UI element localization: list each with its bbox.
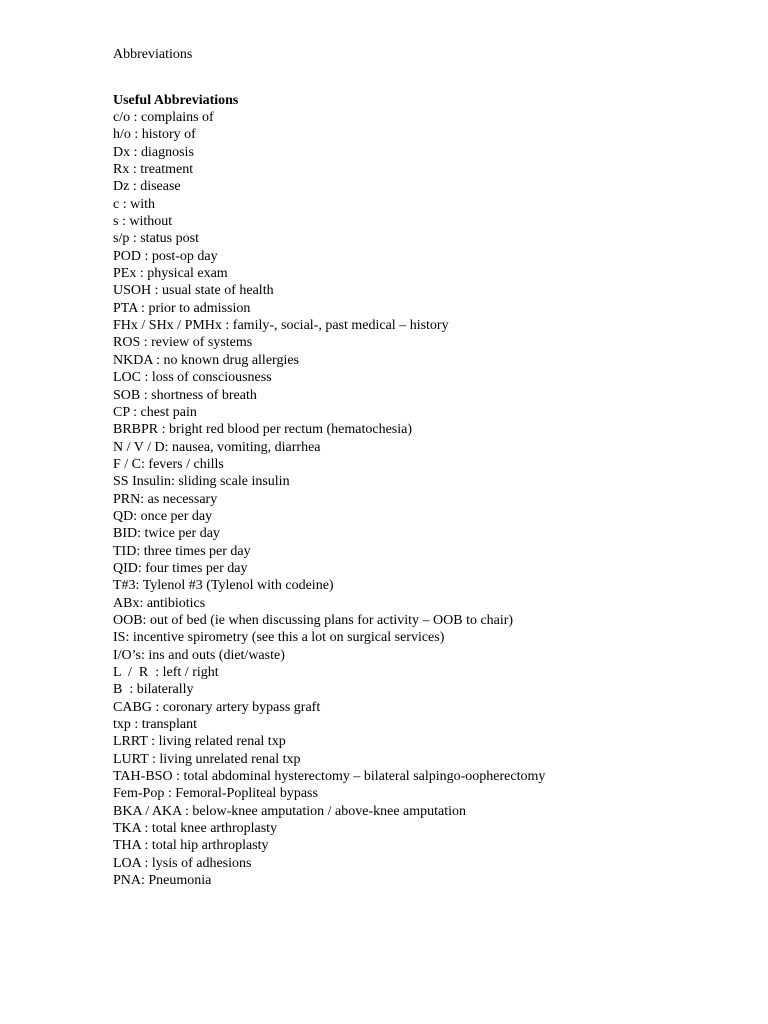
abbreviation-entry: c/o : complains of (113, 110, 214, 125)
abbreviation-entry: THA : total hip arthroplasty (113, 838, 269, 854)
abbreviation-entry: BKA / AKA : below-knee amputation / above-knee amputation (113, 803, 467, 819)
abbreviation-entry: ABx: antibiotics (113, 595, 206, 611)
abbreviation-list (113, 109, 753, 889)
abbreviation-entry: POD : post-op day (113, 248, 218, 264)
abbreviation-entry: BID: twice per day (113, 526, 220, 542)
abbreviation-entry: L / R : left / right (113, 665, 219, 680)
abbreviation-entry: SS Insulin: sliding scale insulin (113, 474, 290, 490)
abbreviation-entry: TID: three times per day (113, 543, 251, 559)
abbreviation-entry: CP : chest pain (113, 404, 197, 420)
abbreviation-entry: LURT : living unrelated renal txp (113, 751, 301, 767)
abbreviation-entry: QD: once per day (113, 508, 213, 524)
abbreviation-entry: NKDA : no known drug allergies (113, 352, 299, 368)
abbreviation-entry: Fem-Pop : Femoral-Popliteal bypass (113, 786, 318, 802)
abbreviation-entry: Dx : diagnosis (113, 144, 194, 160)
abbreviation-entry: I/O’s: ins and outs (diet/waste) (113, 647, 285, 663)
abbreviation-entry: T#3: Tylenol #3 (Tylenol with codeine) (113, 578, 334, 594)
abbreviation-entry: TAH-BSO : total abdominal hysterectomy – bilateral salpingo-oopherectomy (113, 769, 546, 785)
abbreviation-entry: Dz : disease (113, 179, 181, 195)
abbreviation-entry: BRBPR : bright red blood per rectum (hematochesia) (113, 422, 412, 438)
abbreviation-entry: SOB : shortness of breath (113, 387, 257, 403)
abbreviation-entry: Rx : treatment (113, 162, 194, 178)
abbreviation-entry: s/p : status post (113, 231, 199, 247)
abbreviation-entry: c : with (113, 196, 155, 212)
abbreviation-entry: PTA : prior to admission (113, 300, 251, 316)
document-page (113, 45, 753, 889)
document-title: Abbreviations (113, 47, 193, 62)
abbreviation-entry: h/o : history of (113, 127, 196, 143)
abbreviation-entry: LRRT : living related renal txp (113, 734, 286, 750)
abbreviation-entry: OOB: out of bed (ie when discussing plans for activity – OOB to chair) (113, 612, 514, 628)
abbreviation-entry: PNA: Pneumonia (113, 873, 212, 889)
abbreviation-entry: TKA : total knee arthroplasty (113, 821, 278, 837)
abbreviation-entry: QID: four times per day (113, 560, 248, 576)
abbreviation-entry: s : without (113, 214, 173, 230)
abbreviation-entry: txp : transplant (113, 717, 197, 733)
abbreviation-entry: PEx : physical exam (113, 266, 228, 282)
abbreviation-entry: ROS : review of systems (113, 335, 253, 351)
abbreviation-entry: F / C: fevers / chills (113, 456, 224, 472)
abbreviation-entry: IS: incentive spirometry (see this a lot on surgical services) (113, 630, 445, 646)
section-heading: Useful Abbreviations (113, 93, 239, 108)
abbreviation-entry: N / V / D: nausea, vomiting, diarrhea (113, 439, 321, 455)
abbreviation-entry: PRN: as necessary (113, 491, 218, 507)
abbreviation-entry: CABG : coronary artery bypass graft (113, 699, 321, 715)
abbreviation-entry: USOH : usual state of health (113, 283, 274, 299)
abbreviation-entry: FHx / SHx / PMHx : family-, social-, past medical – history (113, 318, 449, 334)
abbreviation-entry: B : bilaterally (113, 682, 194, 698)
abbreviation-entry: LOA : lysis of adhesions (113, 855, 252, 871)
abbreviation-entry: LOC : loss of consciousness (113, 370, 272, 386)
